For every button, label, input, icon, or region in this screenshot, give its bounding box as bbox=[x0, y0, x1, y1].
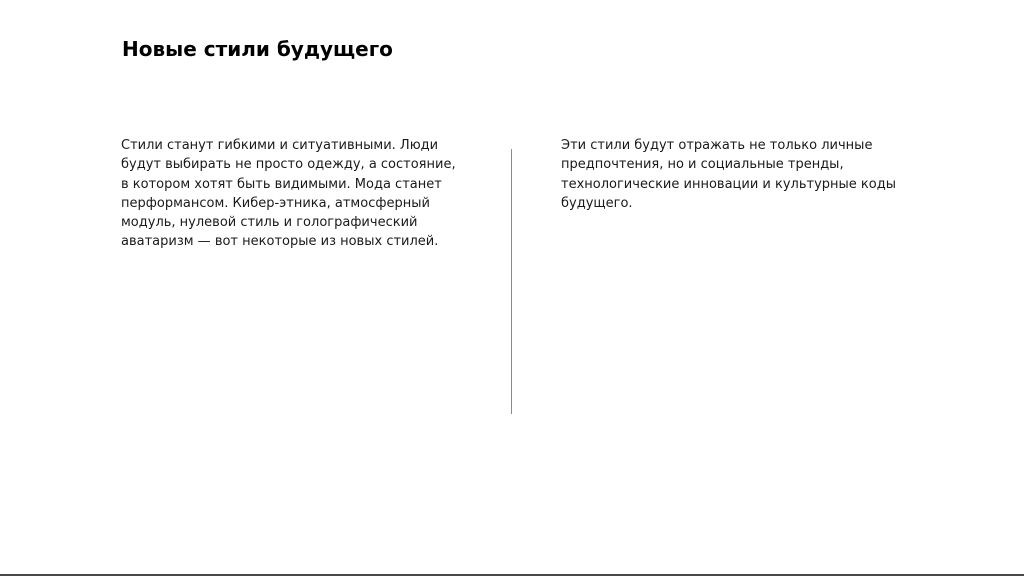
right-text-block: Эти стили будут отражать не только личные предпочтения, но и социальные тренды, технологические инновации и культурные коды будущего. bbox=[561, 138, 896, 211]
left-text-block: Стили станут гибкими и ситуативными. Люди будут выбирать не просто одежду, а состояние, в котором хотят быть видимыми. Мода станет перформансом. Кибер-этника, атмосферный модуль, нулевой стиль и голографический аватаризм — вот некоторые из новых стилей. bbox=[121, 138, 456, 250]
slide-title: Новые стили будущего bbox=[122, 37, 393, 61]
vertical-divider bbox=[511, 149, 512, 414]
